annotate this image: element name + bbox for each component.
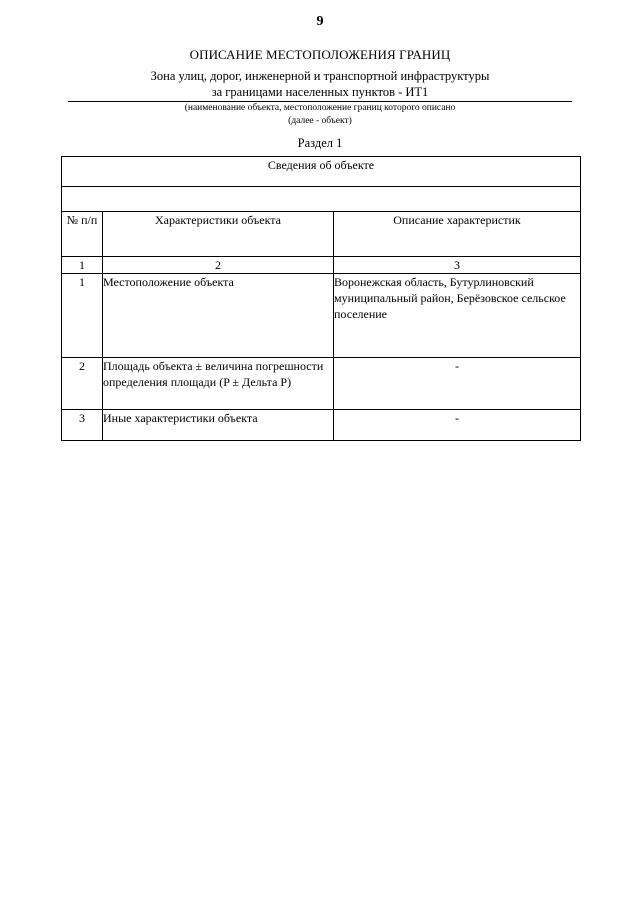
caption-line-1: (наименование объекта, местоположение границ которого описано xyxy=(184,103,456,113)
row-description: Воронежская область, Бутурлиновский муниципальный район, Берёзовское сельское поселение xyxy=(334,274,581,358)
column-header-characteristic: Характеристики объекта xyxy=(103,212,334,257)
table-row xyxy=(62,274,581,358)
row-num: 1 xyxy=(62,274,103,358)
table-column-numbers xyxy=(62,257,581,274)
table-header: Сведения об объекте xyxy=(62,157,581,187)
table-blank-row xyxy=(62,187,581,212)
section-label: Раздел 1 xyxy=(297,136,343,150)
object-name-line-1: Зона улиц, дорог, инженерной и транспортной инфраструктуры xyxy=(150,69,490,83)
column-header-description: Описание характеристик xyxy=(334,212,581,257)
column-number-2: 2 xyxy=(103,257,334,274)
document-title: ОПИСАНИЕ МЕСТОПОЛОЖЕНИЯ ГРАНИЦ xyxy=(189,47,451,62)
table-row xyxy=(62,358,581,410)
object-info-table xyxy=(61,156,581,441)
row-num: 2 xyxy=(62,358,103,410)
object-name-underline xyxy=(68,101,572,102)
row-characteristic: Иные характеристики объекта xyxy=(103,410,334,441)
table-row xyxy=(62,410,581,441)
row-description: - xyxy=(334,358,581,410)
column-number-3: 3 xyxy=(334,257,581,274)
row-description: - xyxy=(334,410,581,441)
row-characteristic: Площадь объекта ± величина погрешности определения площади (P ± Дельта P) xyxy=(103,358,334,410)
row-num: 3 xyxy=(62,410,103,441)
caption-line-2: (далее - объект) xyxy=(288,116,352,126)
table-blank-cell xyxy=(62,187,581,212)
row-characteristic: Местоположение объекта xyxy=(103,274,334,358)
column-header-num: № п/п xyxy=(62,212,103,257)
column-number-1: 1 xyxy=(62,257,103,274)
table-header-row xyxy=(62,157,581,187)
object-name-line-2: за границами населенных пунктов - ИТ1 xyxy=(211,85,429,99)
page-number: 9 xyxy=(316,14,324,29)
table-column-headers xyxy=(62,212,581,257)
